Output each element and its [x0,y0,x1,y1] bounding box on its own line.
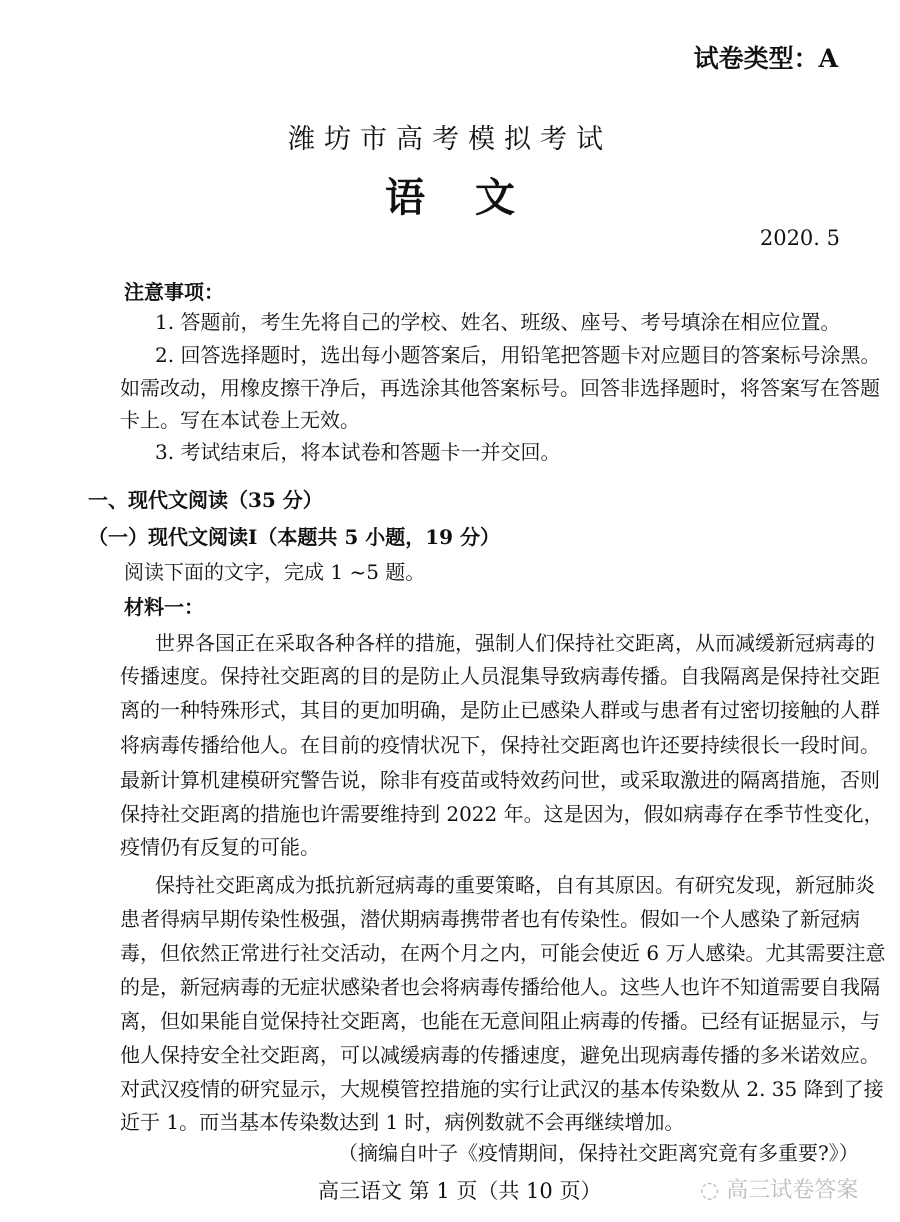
wechat-icon: ◌ [700,1178,727,1203]
paragraph-line: 离，但如果能自觉保持社交距离，也能在无意间阻止病毒的传播。已经有证据显示，与 [120,1009,880,1033]
subject-title: 语文 [385,174,565,221]
subsection-heading: （一）现代文阅读Ⅰ（本题共 5 小题，19 分） [88,525,500,549]
section-heading: 一、现代文阅读（35 分） [88,488,323,512]
paragraph-line: 将病毒传播给他人。在目前的疫情状况下，保持社交距离也许还要持续很长一段时间。 [120,733,880,757]
paragraph-line: 他人保持安全社交距离，可以减缓病毒的传播速度，避免出现病毒传播的多米诺效应。 [120,1043,880,1067]
paragraph-line: 对武汉疫情的研究显示，大规模管控措施的实行让武汉的基本传染数从 2. 35 降到了接 [120,1077,884,1101]
instruction-text: 阅读下面的文字，完成 1 ~5 题。 [124,560,426,584]
exam-date: 2020. 5 [759,226,840,250]
paper-type-label: 试卷类型：A [693,44,838,73]
exam-title: 潍坊市高考模拟考试 [288,124,612,155]
material-label: 材料一： [124,595,204,619]
notice-line: 2. 回答选择题时，选出每小题答案后，用铅笔把答题卡对应题目的答案标号涂黑。 [155,343,881,367]
paragraph-line: 保持社交距离的措施也许需要维持到 2022 年。这是因为，假如病毒存在季节性变化， [120,802,884,826]
paragraph-line: 近于 1。而当基本传染数达到 1 时，病例数就不会再继续增加。 [120,1110,685,1134]
watermark-text: 高三试卷答案 [726,1178,859,1203]
paragraph-line: 患者得病早期传染性极强，潜伏期病毒携带者也有传染性。假如一个人感染了新冠病 [120,907,860,931]
paragraph-line: 疫情仍有反复的可能。 [120,835,320,859]
notice-line: 1. 答题前，考生先将自己的学校、姓名、班级、座号、考号填涂在相应位置。 [155,310,841,334]
paragraph-line: 毒，但依然正常进行社交活动，在两个月之内，可能会使近 6 万人感染。尤其需要注意 [120,941,886,965]
paragraph-line: 最新计算机建模研究警告说，除非有疫苗或特效药问世，或采取激进的隔离措施，否则 [120,768,880,792]
paragraph-line: 世界各国正在采取各种各样的措施，强制人们保持社交距离，从而减缓新冠病毒的 [155,631,875,655]
source-citation: （摘编自叶子《疫情期间，保持社交距离究竟有多重要?》） [338,1141,859,1165]
paragraph-line: 保持社交距离成为抵抗新冠病毒的重要策略，自有其原因。有研究发现，新冠肺炎 [155,873,875,897]
notice-line: 如需改动，用橡皮擦干净后，再选涂其他答案标号。回答非选择题时，将答案写在答题 [120,376,880,400]
notice-line: 卡上。写在本试卷上无效。 [120,408,360,432]
paragraph-line: 的是，新冠病毒的无症状感染者也会将病毒传播给他人。这些人也许不知道需要自我隔 [120,975,880,999]
paragraph-line: 传播速度。保持社交距离的目的是防止人员混集导致病毒传播。自我隔离是保持社交距 [120,664,880,688]
paragraph-line: 离的一种特殊形式，其目的更加明确，是防止已感染人群或与患者有过密切接触的人群 [120,698,880,722]
notice-heading: 注意事项： [124,280,224,304]
notice-line: 3. 考试结束后，将本试卷和答题卡一并交回。 [155,440,561,464]
page-footer: 高三语文 第 1 页（共 10 页） [318,1179,602,1203]
watermark [700,1178,858,1204]
